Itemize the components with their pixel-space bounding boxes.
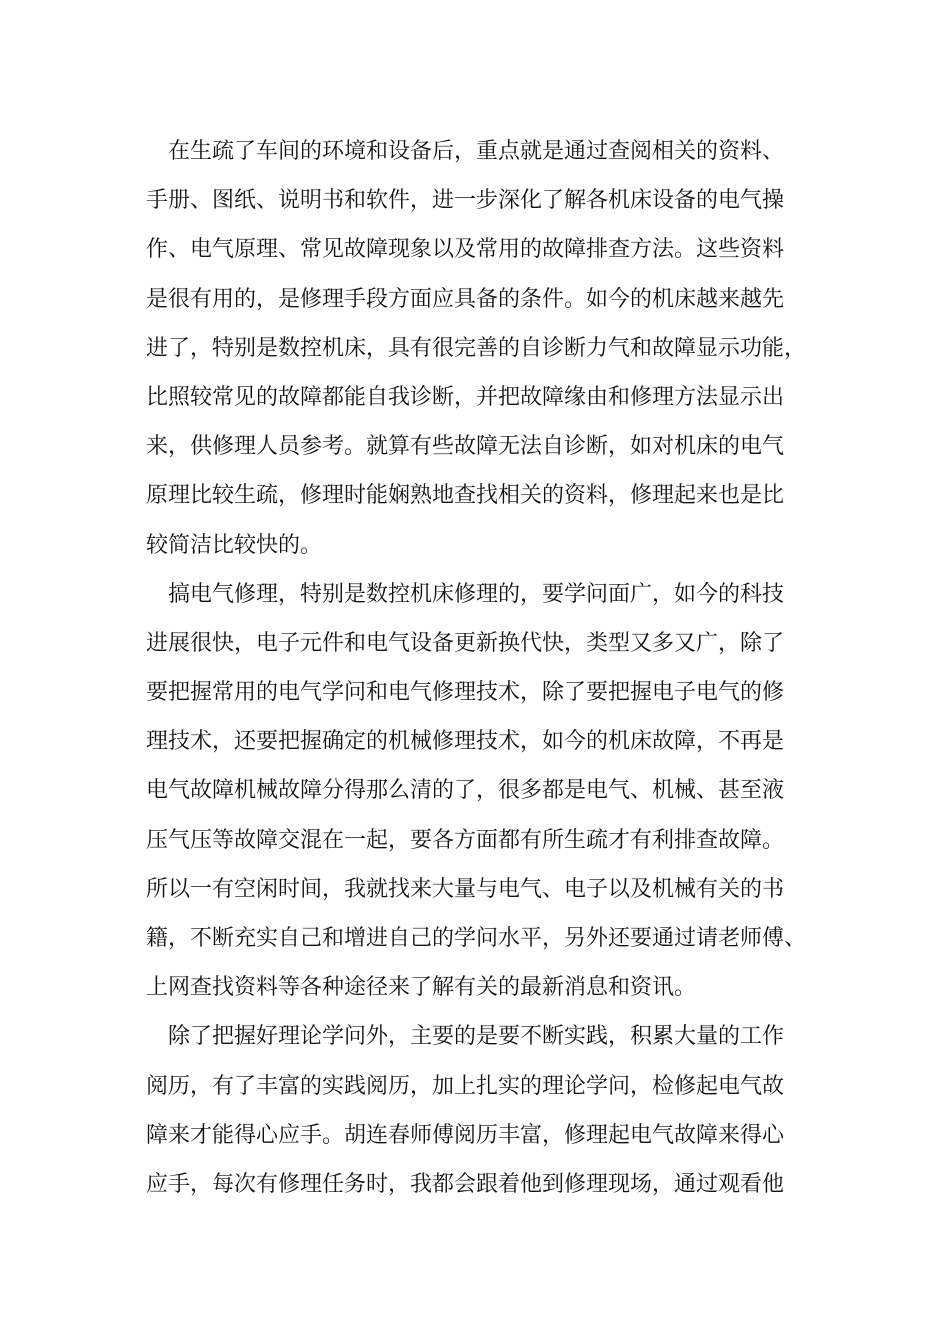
text-line: 要把握常用的电气学问和电气修理技术，除了要把握电子电气的修 xyxy=(146,680,785,706)
text-line: 除了把握好理论学问外，主要的是要不断实践，积累大量的工作 xyxy=(146,1024,785,1050)
text-line: 应手，每次有修理任务时，我都会跟着他到修理现场，通过观看他 xyxy=(146,1171,785,1197)
text-line: 所以一有空闲时间，我就找来大量与电气、电子以及机械有关的书 xyxy=(146,876,785,902)
text-line: 电气故障机械故障分得那么清的了，很多都是电气、机械、甚至液 xyxy=(146,778,785,804)
text-line: 搞电气修理，特别是数控机床修理的，要学问面广，如今的科技 xyxy=(146,581,785,607)
text-line: 原理比较生疏，修理时能娴熟地查找相关的资料，修理起来也是比 xyxy=(146,483,785,509)
text-line: 较简洁比较快的。 xyxy=(146,532,323,558)
body-text xyxy=(146,127,811,1209)
text-line: 理技术，还要把握确定的机械修理技术，如今的机床故障，不再是 xyxy=(146,729,785,755)
text-line: 障来才能得心应手。胡连春师傅阅历丰富，修理起电气故障来得心 xyxy=(146,1122,785,1148)
text-line: 压气压等故障交混在一起，要各方面都有所生疏才有利排查故障。 xyxy=(146,827,785,853)
text-line: 来，供修理人员参考。就算有些故障无法自诊断，如对机床的电气 xyxy=(146,434,785,460)
text-line: 手册、图纸、说明书和软件，进一步深化了解各机床设备的电气操 xyxy=(146,188,785,214)
text-line: 在生疏了车间的环境和设备后，重点就是通过查阅相关的资料、 xyxy=(146,139,785,164)
text-line: 是很有用的，是修理手段方面应具备的条件。如今的机床越来越先 xyxy=(146,286,785,312)
text-line: 阅历，有了丰富的实践阅历，加上扎实的理论学问，检修起电气故 xyxy=(146,1073,785,1099)
text-line: 进了，特别是数控机床，具有很完善的自诊断力气和故障显示功能， xyxy=(146,335,807,361)
text-line: 籍，不断充实自己和增进自己的学问水平，另外还要通过请老师傅、 xyxy=(146,926,807,951)
text-line: 进展很快，电子元件和电气设备更新换代快，类型又多又广，除了 xyxy=(146,630,785,656)
text-line: 作、电气原理、常见故障现象以及常用的故障排查方法。这些资料 xyxy=(146,237,785,263)
text-line: 上网查找资料等各种途径来了解有关的最新消息和资讯。 xyxy=(146,975,697,1001)
text-line: 比照较常见的故障都能自我诊断，并把故障缘由和修理方法显示出 xyxy=(146,384,785,410)
